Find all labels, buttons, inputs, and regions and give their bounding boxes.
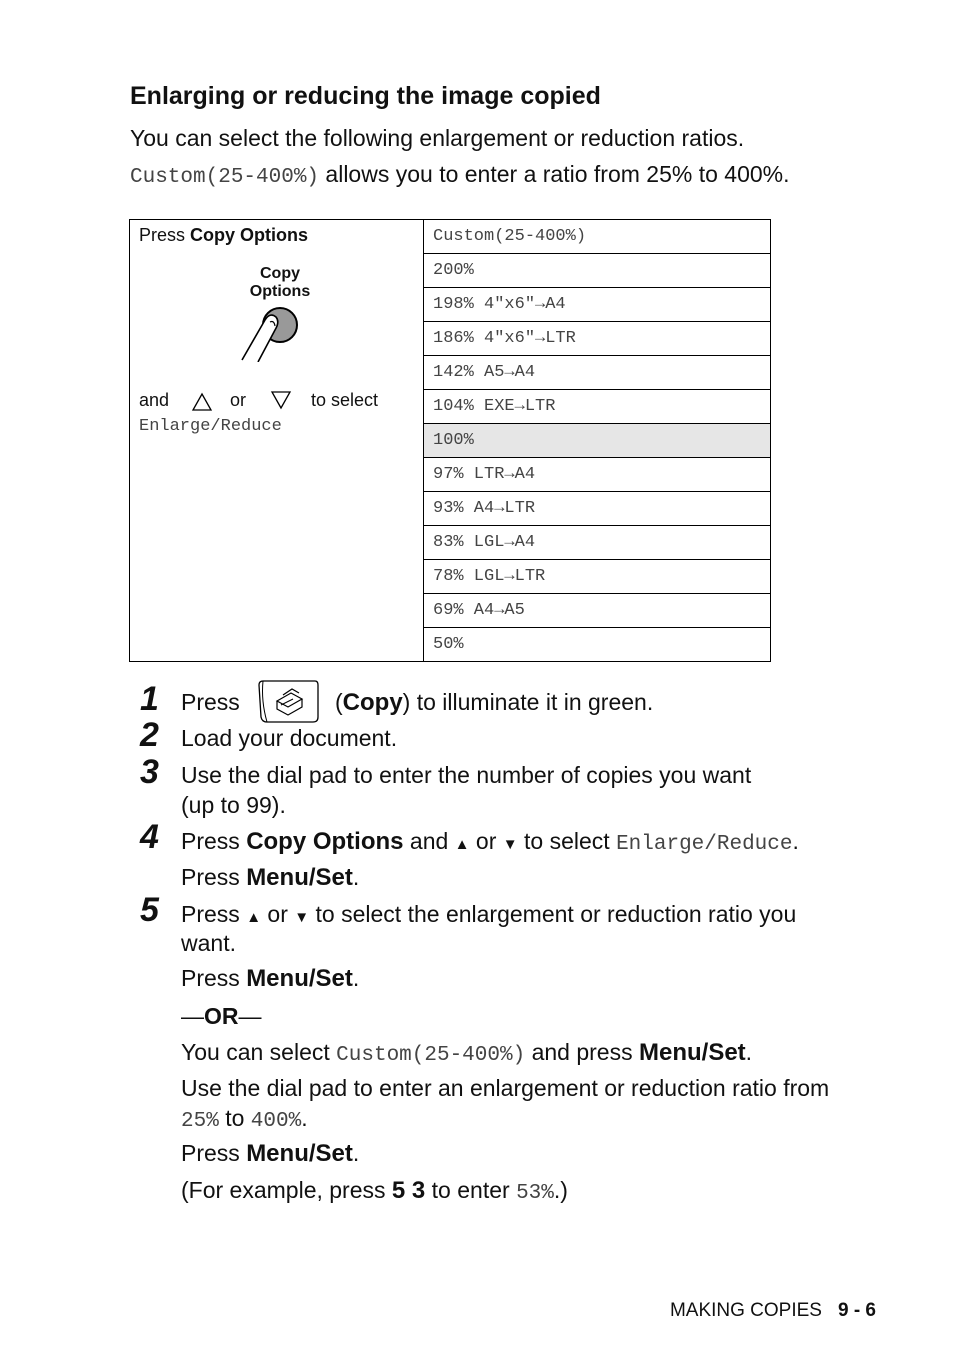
ratio-table xyxy=(129,219,771,662)
step-1-text: (Copy) to illuminate it in green. xyxy=(335,689,654,716)
step-5-dial-line-2: 25% to 400%. xyxy=(181,1105,308,1133)
step-number-1: 1 xyxy=(140,680,159,718)
enlarge-reduce-code: Enlarge/Reduce xyxy=(139,417,282,436)
step-5-or: —OR— xyxy=(181,1003,262,1029)
ratio-option: 198% 4"x6"→A4 xyxy=(424,288,770,322)
step-1-press: Press xyxy=(181,689,240,715)
step-5-example: (For example, press 5 3 to enter 53%.) xyxy=(181,1177,568,1205)
or-word: or xyxy=(230,390,247,410)
step-5-press-menu-2: Press Menu/Set. xyxy=(181,1140,360,1167)
step-5-line-1: Press ▲ or ▼ to select the enlargement or reduction ratio you xyxy=(181,901,797,927)
and-word: and xyxy=(139,390,170,410)
step-number-4: 4 xyxy=(140,818,159,856)
step-4-line-2: Press Menu/Set. xyxy=(181,864,360,891)
button-label-line-2: Options xyxy=(249,283,311,300)
ratio-option: 200% xyxy=(424,254,770,288)
ratio-option: Custom(25-400%) xyxy=(424,220,770,254)
step-5-custom: You can select Custom(25-400%) and press Menu/Set. xyxy=(181,1039,753,1067)
intro-code: Custom(25-400%) xyxy=(130,166,320,189)
up-arrow-icon xyxy=(191,392,213,412)
step-5-press-menu: Press Menu/Set. xyxy=(181,965,360,992)
intro-rest: allows you to enter a ratio from 25% to 400%. xyxy=(319,161,790,187)
page-number: 9 - 6 xyxy=(837,1300,876,1321)
footer-section: MAKING COPIES xyxy=(669,1300,822,1321)
ratio-option: 78% LGL→LTR xyxy=(424,560,770,594)
ratio-option: 69% A4→A5 xyxy=(424,594,770,628)
button-label-line-1: Copy xyxy=(260,265,300,282)
step-5-line-2: want. xyxy=(181,930,236,956)
intro-line-2 xyxy=(130,161,790,189)
ratio-option: 93% A4→LTR xyxy=(424,492,770,526)
instruction-cell xyxy=(130,220,424,661)
ratio-option: 97% LTR→A4 xyxy=(424,458,770,492)
press-copy-options-label: Press Copy Options xyxy=(139,225,309,245)
step-number-3: 3 xyxy=(140,753,159,791)
step-2-text: Load your document. xyxy=(181,725,398,751)
step-5-dial-line-1: Use the dial pad to enter an enlargement or reduction ratio from xyxy=(181,1075,830,1101)
page-heading: Enlarging or reducing the image copied xyxy=(130,82,601,110)
page-footer xyxy=(670,1300,876,1322)
ratio-option: 104% EXE→LTR xyxy=(424,390,770,424)
ratio-option: 142% A5→A4 xyxy=(424,356,770,390)
down-arrow-icon xyxy=(270,390,292,410)
ratio-option: 186% 4"x6"→LTR xyxy=(424,322,770,356)
ratio-option: 100% xyxy=(424,424,770,458)
step-number-5: 5 xyxy=(140,891,159,929)
step-3-line-2: (up to 99). xyxy=(181,792,286,818)
step-number-2: 2 xyxy=(140,716,159,754)
step-4-line-1: Press Copy Options and ▲ or ▼ to select Enlarge/Reduce. xyxy=(181,828,799,856)
intro-line-1: You can select the following enlargement or reduction ratios. xyxy=(130,125,745,151)
step-3-line-1: Use the dial pad to enter the number of copies you want xyxy=(181,762,752,788)
ratio-option: 83% LGL→A4 xyxy=(424,526,770,560)
ratio-list xyxy=(424,220,770,661)
copy-key-icon xyxy=(257,679,319,725)
ratio-option: 50% xyxy=(433,635,464,654)
to-select-word: to select xyxy=(311,390,379,410)
